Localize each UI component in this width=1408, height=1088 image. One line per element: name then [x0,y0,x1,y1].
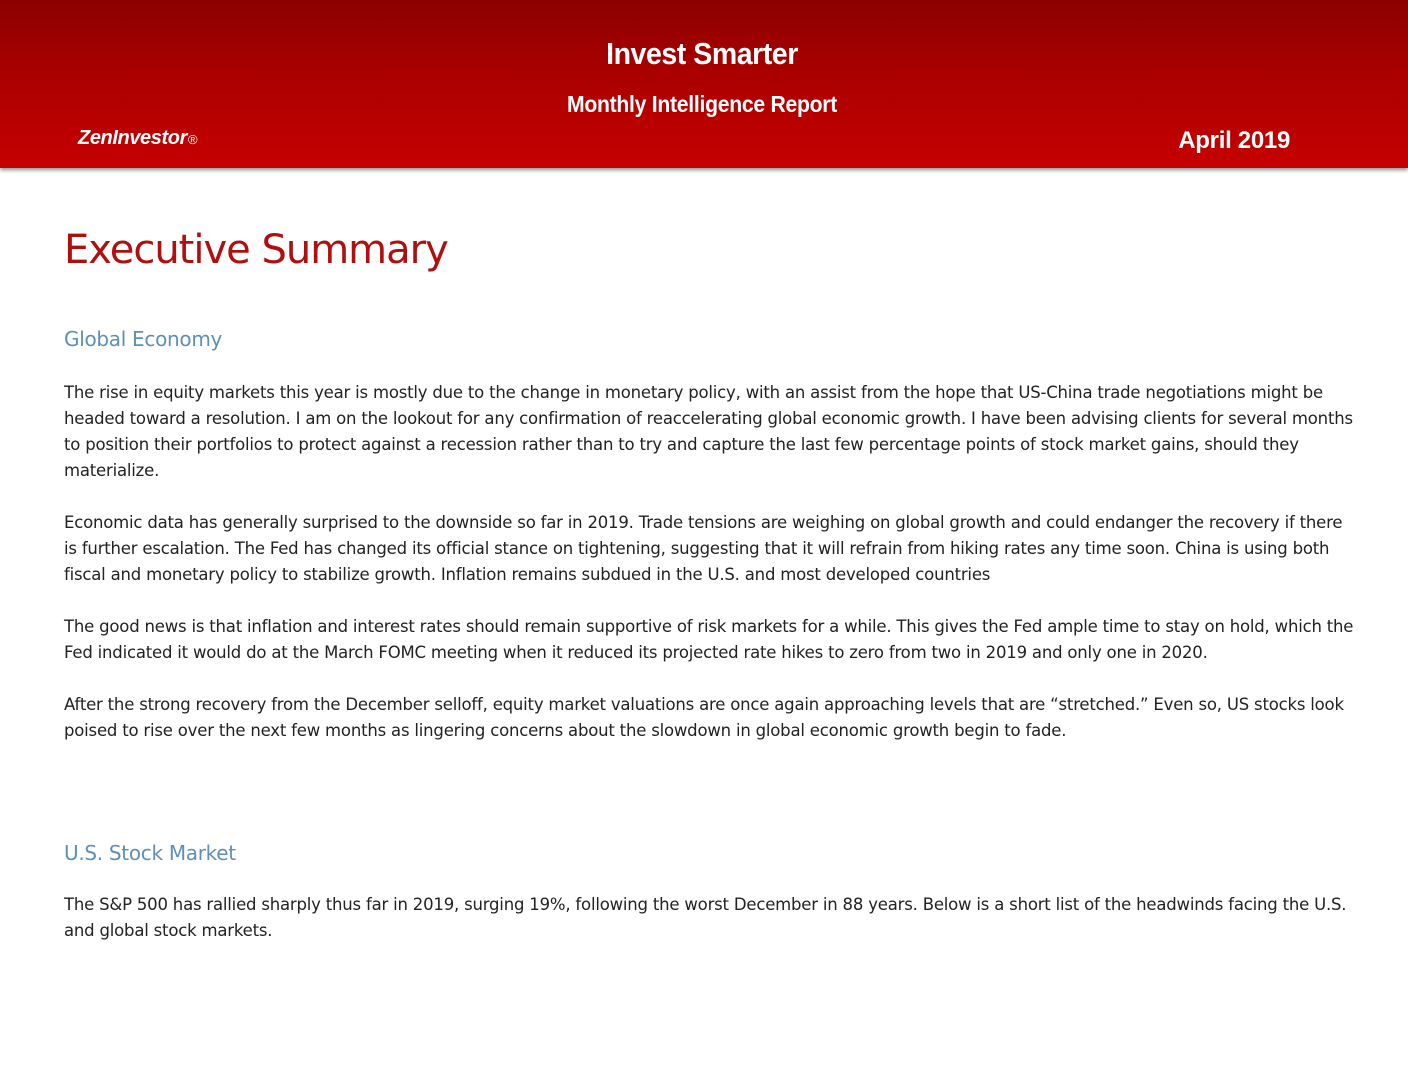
global-economy-paragraph-3: The good news is that inflation and interest rates should remain supportive of risk markets for a while. This gives the Fed ample time to stay on hold, which the Fed indicated it would do at the March FOMC meeting when it reduced its projected rate hikes to zero from two in 2019 and only one in 2020. [64,617,1354,662]
us-stock-market-heading: U.S. Stock Market [64,841,236,865]
us-stock-market-paragraph-1: The S&P 500 has rallied sharply thus far in 2019, surging 19%, following the worst December in 88 years. Below is a short list of the headwinds facing the U.S. and global stock markets. [64,895,1347,940]
brand-name: ZenInvestor [78,127,187,149]
global-economy-paragraph-4: After the strong recovery from the December selloff, equity market valuations are once again approaching levels that are “stretched.” Even so, US stocks look poised to rise over the next few months as lingering concerns about the slowdown in global economic growth begin to fade. [64,695,1344,740]
registered-mark: ® [187,132,198,147]
brand-logo [78,127,197,150]
global-economy-paragraph-2: Economic data has generally surprised to the downside so far in 2019. Trade tensions are weighing on global growth and could endanger the recovery if there is further escalation. The Fed has changed its official stance on tightening, suggesting that it will refrain from hiking rates any time soon. China is using both fiscal and monetary policy to stabilize growth. Inflation remains subdued in the U.S. and most developed countries [64,513,1343,584]
report-header-banner [0,0,1408,168]
report-body [64,222,1354,944]
report-subtitle: Monthly Intelligence Report [566,91,837,117]
executive-summary-heading: Executive Summary [64,227,448,273]
report-title: Invest Smarter [606,36,798,71]
global-economy-paragraph-1: The rise in equity markets this year is mostly due to the change in monetary policy, with an assist from the hope that US-China trade negotiations might be headed toward a resolution. I am on the lookout for any confirmation of reaccelerating global economic growth. I have been advising clients for several months to position their portfolios to protect against a recession rather than to try and capture the last few percentage points of stock market gains, should they materialize. [64,383,1353,480]
report-date: April 2019 [1178,127,1290,154]
global-economy-heading: Global Economy [64,327,223,351]
